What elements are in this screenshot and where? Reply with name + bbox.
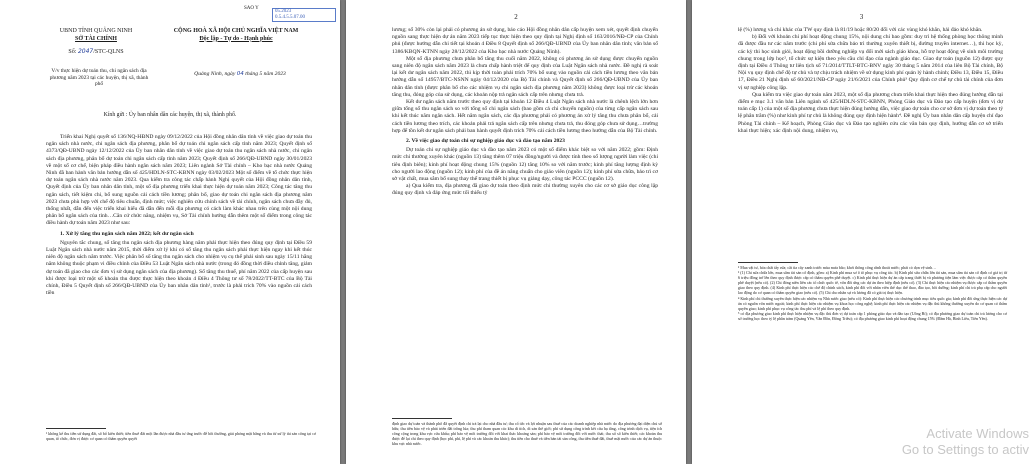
org-name: SỞ TÀI CHÍNH (75, 35, 117, 42)
stamp-line-2: 0.5.4.5.5.07.00 (275, 15, 305, 20)
copy-stamp (272, 8, 336, 22)
copy-mark-label: SAO Y (244, 6, 259, 11)
page-3-body (738, 27, 1003, 135)
national-header (146, 28, 326, 43)
body-paragraph: lệ (%) lương và chi khác của TW quy định là 81/19 hoặc 80/20 đối với các vùng khó khăn, hải đảo khó khăn. (738, 27, 983, 33)
footnote: ⁴ Kinh phí chi thường xuyên thực hiện các nhiệm vụ Nhà nước giao (nếu có): Kinh phí thực hiện các chương trình mục tiêu quốc gia; kinh phí đối ứng thực hiện các dự án có nguồn vốn nước ngoài; kinh phí thực hiện các nhiệm vụ khoa học công nghệ; kinh phí thực hiện các nhiệm vụ đặc thù không thường xuyên do cơ quan có thẩm quyền giao; kinh phí phục vụ công tác thu phí và lệ phí theo quy định. (738, 295, 1007, 311)
body-paragraph: b) Đối với khoản chi phí hoạt động chung 15%, nội dung chi bao gồm: duy trì hệ thống phòng học thông minh đã được đầu tư các năm trước (chi phí sửa chữa bảo trì thường xuyên thiết bị, đường truyền internet…), thi học kỳ, các kỳ thi học sinh giỏi, hoạt động bồi dưỡng nghiệp vụ đối mới sách giáo khoa, hỗ trợ hoạt động về sinh môi trường chung trong lớp học², tổ chức sự kiện theo yêu cầu chỉ đạo của ngành giáo dục. Giao dự toán (nguồn 12) được quy định tại Điều 4 Thông tư liên tịch số 71/2014/TTLT-BTC-BNV ngày 30 tháng 5 năm 2014 của liên Bộ Tài chính, Bộ Nội vụ quy định chế độ tự chủ và tự chịu trách nhiệm về sử dụng kinh phí quản lý hành chính; Điều 13, Điều 15, Điều 17, Điều 21 Nghị định số 60/2021/NĐ-CP ngày 21/6/2021 của Chính phủ³ Quy định cơ chế tự chủ tài chính của đơn vị sự nghiệp công lập. (738, 34, 1003, 91)
page-1-body (46, 134, 312, 297)
body-paragraph: Dự toán chi sự nghiệp giáo dục và đào tạo năm 2023 có một số điểm khác biệt so với năm 2022; gồm: Định mức chi thường xuyên khác (nguồn 13) tăng thêm 07 triệu đồng/người và được tính theo số lượng người làm việc (chi tiêu định biên); kinh phí hoạt động chung 15% (nguồn 12) tăng 10% so với năm trước; kinh phí tăng lượng định kỳ cho người lao động (nguồn 12); kinh phí của đề án nâng chuẩn cho giáo viên (nguồn 12); kinh phí sửa chữa, bảo trì cơ sở vật chất, mua sắm bổ sung thay thế trang thiết bị phục vụ giảng dạy, công tác PCCC (nguồn 12). (392, 147, 658, 183)
activation-watermark (902, 426, 1029, 458)
section-heading: 1. Xử lý tăng thu ngân sách năm 2022; kết dư ngân sách (60, 230, 194, 237)
section-heading: 2. Về việc giao dự toán chi sự nghiệp giáo dục và đào tạo năm 2023 (406, 138, 565, 145)
footnote: định giao dự toán và thành phố đã quyết định chi trả lại cho nhà đầu tư; thu cổ tức và lợi nhuận sau thuế của các doanh nghiệp nhà nước do địa phương đại diện chủ sở hữu; thu tiền bảo vệ và phát triển đất trồng lúa; thu phí tham quan các khu di tích, di sản thế giới; phí sử dụng công trình kết cấu hạ tầng, công trình dịch vụ, tiện ích công cộng trong khu vực cửa khẩu; phí bảo vệ môi trường đối với khai thác khoáng sản; phí bảo vệ môi trường đối với nước thải; thu xổ số kiến thiết; các khoản thu được để lại chi theo quy định (học phí, phí, lệ phí và các khoản thu khác); thu tiền cho thuê và tiền bán tài sản công, thu tiền thuê đất, thuê mặt nước của các dự án thuộc khu vực nhà nước. (392, 421, 662, 447)
org-top: UBND TỈNH QUẢNG NINH (59, 28, 133, 34)
footnote-area (46, 428, 316, 441)
body-paragraph: lương; số 30% còn lại phải có phương án sử dụng, báo cáo Hội đồng nhân dân cấp huyện xem xét, quyết định chuyển nguồn sang thực hiện dự án năm 2023 tiếp tục thực hiện theo quy định tại Nghị định số 163/2016/NĐ-CP của Chính phủ (được hướng dẫn chi tiết tại khoản 4 Điều 8 Quyết định số 266/QĐ-UBND của Ủy ban nhân dân tỉnh; văn bản số 1386/KBQN-KTNN ngày 28/12/2022 của Kho bạc nhà nước Quảng Ninh). (392, 27, 658, 55)
footnote-area (738, 262, 1007, 321)
footnote-area (392, 418, 662, 446)
document-number: Số: 2047/STC-QLNS (68, 48, 124, 55)
document-page-1 (0, 0, 340, 464)
recipient-line: Kính gửi : Ủy ban nhân dân các huyện, thị xã, thành phố. (103, 112, 237, 118)
body-paragraph: Triển khai Nghị quyết số 136/NQ-HĐND ngày 09/12/2022 của Hội đồng nhân dân tỉnh về việc giao dự toán thu ngân sách nhà nước, chi ngân sách địa phương, phân bổ dự toán chi ngân sách cấp tỉnh năm 2023; Quyết định số 4373/QĐ-UBND ngày 12/12/2022 của Ủy ban nhân dân tỉnh về việc giao dự toán thu ngân sách nhà nước, chi ngân sách địa phương, phân bổ dự toán chi ngân sách cấp tỉnh năm 2023; Quyết định số 266/QĐ-UBND ngày 30/01/2023 về một số cơ chế, biện pháp điều hành ngân sách năm 2023; Liên ngành Sở Tài chính – Kho bạc nhà nước Quảng Ninh đã ban hành văn bản hướng dẫn số 425/HDLN-STC-KBNN ngày 03/02/2023 Một số điểm về tổ chức thực hiện dự toán ngân sách nhà nước năm 2023. Qua kiểm tra công tác chấp hành Nghị quyết của Hội đồng nhân dân tỉnh, Quyết định của Ủy ban nhân dân tỉnh, một số địa phương triển khai thực hiện dự toán năm 2023; Công tác tăng thu ngân sách, tiết kiệm chi, bổ sung nguồn cải cách tiền lương; phân bổ, giao dự toán chi ngân sách địa phương năm 2023 chưa phù hợp với chế độ tiêu chuẩn, định mức; việc nghiên cứu chính sách về tài chính, ngân sách chưa đầy đủ, thống nhất, dẫn đến việc triển khai hiểu đã dẫn đến mỗi địa phương có cách làm khác nhau trên cùng một nội dung phân bổ ngân sách của tỉnh…Căn cứ chức năng, nhiệm vụ, Sở Tài chính hướng dẫn thêm một số điểm trong công tác điều hành dự toán năm 2023 như sau: (46, 134, 312, 227)
page-2-body (392, 27, 658, 198)
footnote: ¹ không kể thu tiền sử dụng đất, số bổ kiến thiết; tiền thuê đất một lần được nhà đầu tư ứng trước để bồi thường, giải phóng mặt bằng và thu từ xử lý tài sản công tại cơ quan, tổ chức, đơn vị được cơ quan có thẩm quyền quyết (46, 431, 316, 442)
body-paragraph: Kết dư ngân sách năm trước theo quy định tại khoản 12 Điều 4 Luật Ngân sách nhà nước là chênh lệch lớn hơn giữa tổng số thu ngân sách so với tổng số chi ngân sách (bao gồm cả chi chuyển nguồn) của từng cấp ngân sách sau khi kết thúc năm ngân sách. Hết năm ngân sách, các địa phương phải có phương án xử lý tăng thu chưa phân bổ, cải cách tiền lương theo trích, các khoản phải trả ngân sách cấp trên nhưng chưa trả, thu đóng góp chưa sử dụng…trường hợp để tồn kết dư ngân sách phải ban hành quyết định trích 70% cải cách tiền lương theo hướng dẫn của Bộ Tài chính. (392, 99, 658, 134)
issuing-authority-header (50, 28, 142, 57)
footnote-divider (392, 418, 452, 419)
document-subject: V/v thực hiện dự toán thu, chi ngân sách địa phương năm 2023 tại các huyện, thị xã, thành phố (49, 68, 149, 88)
page-number: 3 (859, 13, 864, 21)
nation-title: CỘNG HOÀ XÃ HỘI CHỦ NGHĨA VIỆT NAM (173, 28, 299, 34)
watermark-line-1: Activate Windows (926, 426, 1029, 441)
footnote-divider (738, 262, 798, 263)
footnote: ³ (1) Chi sửa chữa lớn, mua sắm tài sản cố định, gồm: a) Kinh phí mua sơ ô tô phục vụ công tác. b) Kinh phí sửa chữa lớn tài sản, mua sắm tài sản cố định có giá trị từ 6 triệu đồng trở lên theo quy định được cấp có thẩm quyền phê duyệt. c) Kinh phí thực hiện dự án cấp trang thiết bị và phương tiện làm việc được cấp có thẩm quyền phê duyệt (nếu có). (2) Chi đóng niên liên các tổ chức quốc tế, vốn đối ứng các dự án theo hiệp định (nếu có). (3) Chi thực hiện các nhiệm vụ được cấp có thẩm quyền giao theo quy định. (4) Kinh phí thực hiện các chế độ chính sách, kinh phí đối với nhân viên thể dục thể thao, đào tạo, bồi dưỡng; kinh phí chi trả phụ cấp cho người lao động do cơ quan có thẩm quyền giao (nếu có). (5) Chi cho nhân sự và lương đã có giá trị thực hiện. (738, 270, 1007, 296)
page-number: 2 (514, 13, 518, 21)
footnote-divider (46, 428, 106, 429)
footnote: ² Mua vật tư, hóa chất tẩy rửa; cắt tỉa cây xanh trước mùa mưa bão; khơi thông cống rãnh thoát nước; phát cỏ dọn vệ sinh… (738, 265, 937, 270)
document-page-2 (346, 0, 686, 464)
body-paragraph: a) Qua kiểm tra, địa phương đã giao dự toán theo định mức chi thường xuyên cho các cơ sở giáo dục công lập đúng quy định và đáp ứng mức tối thiểu tỷ (392, 183, 658, 197)
place-and-date: Quảng Ninh, ngày 04 tháng 5 năm 2023 (194, 71, 286, 77)
stamp-line-1: 05.2023 (275, 9, 292, 14)
document-page-3 (692, 0, 1031, 464)
national-motto: Độc lập - Tự do - Hạnh phúc (199, 35, 273, 42)
body-paragraph: Qua kiểm tra việc giao dự toán năm 2023, một số địa phương chưa triển khai thực hiện theo đúng hướng dẫn tại điểm e mục 3.1 văn bản Liên ngành số 425/HDLN-STC-KBNN, Phòng Giáo dục và Đào tạo cấp huyện (đơn vị dự toán cấp 1) của một số địa phương chưa thực hiện đúng hướng dẫn, việc giao dự toán cho cơ sở đơn vị dự toán theo tỷ lệ phân trăm (%) như kinh phí tự chủ là không đúng quy định hiện hành⁴. Đề nghị Ủy ban nhân dân cấp huyện chỉ đạo Phòng Tài chính – Kế hoạch, Phòng Giáo dục và Đào tạo nghiên cứu các văn bản quy định, hướng dẫn cơ sở triển khai thực hiện; xác định nội dung, nhiệm vụ, (738, 91, 1003, 134)
body-paragraph: Nguyên tắc chung, số tăng thu ngân sách địa phương hàng năm phải thực hiện theo đúng quy định tại Điều 59 Luật Ngân sách nhà nước năm 2015, thời điểm xử lý khi có số tăng thu ngân sách phải thực hiện ngay khi kết thúc niên độ ngân sách năm trước. Việc phân bổ số tăng thu ngân sách cho nhiệm vụ cụ thể phải sinh sau ngày 15/11 hằng năm không thuộc phạm vi điều chỉnh của Điều 53 Luật Ngân sách nhà nước (trong đó đồng thời điều chỉnh tăng, giảm dự toán đã giao cho các đơn vị sử dụng ngân sách của địa phương). Số tăng thu thuế, phí năm 2022 của cấp huyện sau khi được loại trừ một số khoản thu được thực hiện theo khoản 4 Điều 4 Thông tư số 78/2022/TT-BTC của Bộ Tài chính, Điều 5 Quyết định số 266/QĐ-UBND của Ủy ban nhân dân tỉnh¹, trước là phải trích 70% vào nguồn cải cách tiền (46, 239, 312, 297)
footnote: ⁵ có địa phương giao kinh phí thực hiện nhiệm vụ đặc thù đơn vị dự toán cấp 1 phòng giáo dục và đào tạo (Uông Bí); có địa phương giao dự toán chi trả lương cho cơ sở trường học theo tỷ lệ phần trăm (Quảng Yên, Vân Đồn, Đông Triều); có địa phương giao kinh phí hoạt động chung 15% (Đầm Hà, Bình Liêu, Tiên Yên). (738, 310, 1007, 321)
watermark-line-2: Go to Settings to activ (901, 442, 1029, 457)
body-paragraph: Một số địa phương chưa phân bổ tăng thu cuối năm 2022, không có phương án sử dụng được chuyển nguồn sang niên độ ngân sách năm 2023 là chưa chấp hành triệt để quy định của Luật Ngân sách nhà nước. Đề nghị rà soát lại kết dư ngân sách năm 2022, thì kịp thời toàn phải trích 70% bổ sung vào nguồn cải cách tiền lương theo văn bản hướng dẫn số 14957/BTC-NSNN ngày 04/12/2020 của Bộ Tài chính và Quyết định số 266/QĐ-UBND của Ủy ban nhân dân tỉnh (được phân bổ cho các nhiệm vụ chi ngân sách địa phương năm 2023) không được loại trừ các khoản tăng thu, đóng góp của sử dụng, các khoản nộp trả ngân sách cấp trên nhưng chưa trả. (392, 55, 658, 98)
